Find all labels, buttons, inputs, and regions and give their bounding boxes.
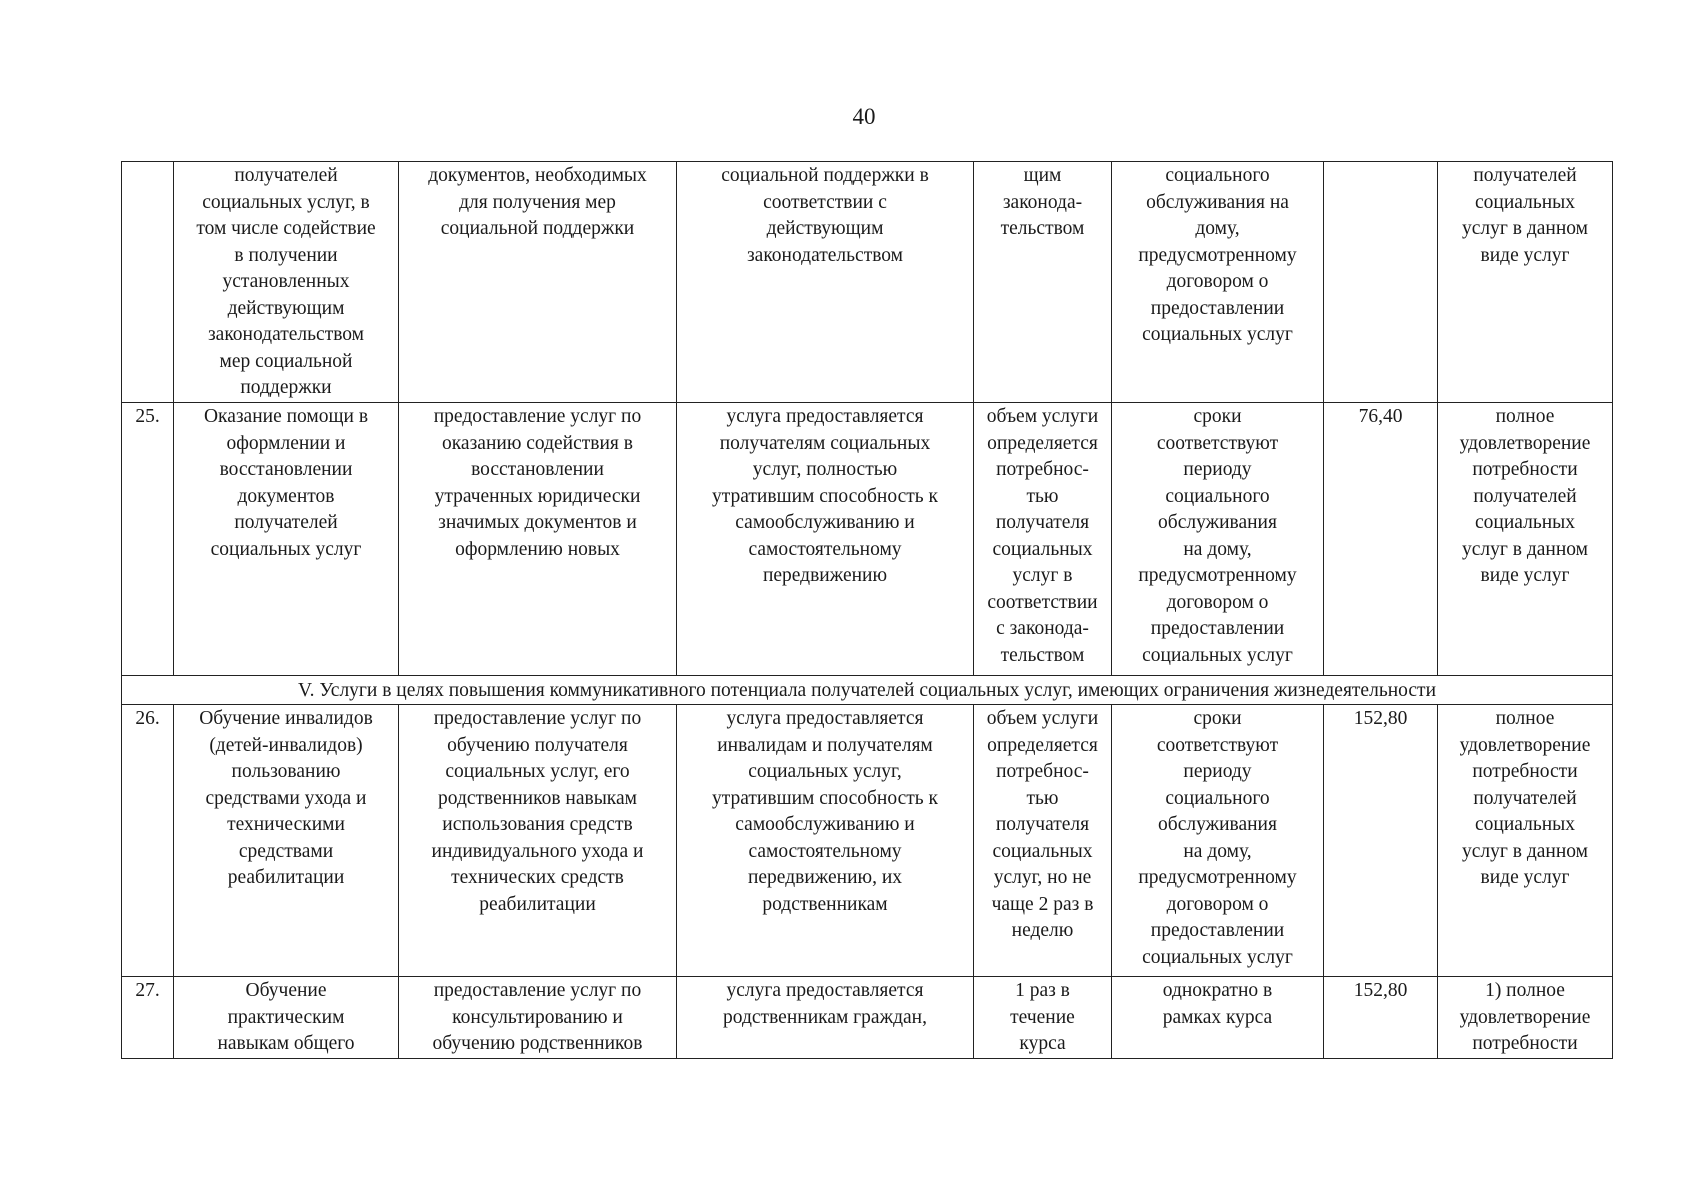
cell-line: объем услуги (986, 406, 1099, 427)
cell-line: периоду (1183, 459, 1252, 480)
cell-line: технических средств (451, 867, 624, 888)
cell-line: социальных услуг, его (445, 761, 630, 782)
cell-line: удовлетворение (1459, 734, 1591, 756)
service-price: 152,80 (1324, 705, 1438, 977)
row-number: 25. (122, 403, 174, 676)
service-conditions (677, 403, 974, 676)
cell-line: социальных услуг (1142, 324, 1293, 345)
cell-line: социальных услуг (1142, 644, 1293, 666)
cell-line: виде услуг (1480, 565, 1570, 586)
cell-line: получателей (1473, 485, 1577, 507)
cell-line: родственникам граждан, (723, 1006, 927, 1028)
service-description (399, 162, 677, 403)
service-quality (1438, 705, 1613, 977)
cell-line: рамках курса (1162, 1006, 1273, 1028)
cell-line: сроки (1193, 708, 1242, 729)
table-row (122, 977, 1613, 1059)
services-table (121, 161, 1613, 1059)
cell-line: социальных услуг, в (202, 191, 370, 213)
cell-line: потребнос- (996, 761, 1089, 782)
cell-line: щим (1023, 165, 1062, 186)
service-description (399, 705, 677, 977)
service-price (1324, 162, 1438, 403)
cell-line: значимых документов и (438, 512, 637, 533)
cell-line: утратившим способность к (712, 787, 938, 809)
cell-line: услуг в данном (1461, 840, 1588, 862)
cell-line: предоставлении (1150, 297, 1285, 319)
cell-line: в получении (234, 244, 338, 266)
cell-line: потребности (1472, 761, 1578, 782)
table-row (122, 162, 1613, 403)
cell-line: на дому, (1183, 840, 1252, 862)
cell-line: передвижению (762, 565, 888, 586)
cell-line: практическим (227, 1006, 345, 1028)
section-row (122, 676, 1613, 705)
cell-line: договором о (1166, 893, 1269, 915)
cell-line: социальных (1474, 814, 1575, 835)
cell-line: консультированию и (452, 1006, 623, 1028)
service-volume (974, 403, 1112, 676)
cell-line: получателя (995, 512, 1090, 533)
row-number: 26. (122, 705, 174, 977)
cell-line: Обучение (245, 980, 327, 1001)
cell-line: курса (1019, 1033, 1066, 1054)
cell-line: социальных (992, 538, 1093, 560)
cell-line: предоставление услуг по (433, 406, 642, 427)
cell-line: виде услуг (1480, 867, 1570, 888)
cell-line: потребности (1472, 459, 1578, 480)
cell-line: получателей (234, 165, 338, 186)
cell-line: том числе содействие (196, 218, 376, 239)
cell-line: социальных услуг, (748, 761, 902, 782)
cell-line: тельством (1000, 218, 1085, 239)
cell-line: предоставление услуг по (433, 708, 642, 729)
service-terms (1112, 705, 1324, 977)
cell-line: поддержки (240, 377, 332, 398)
cell-line: документов (237, 485, 335, 507)
cell-line: обслуживания (1158, 814, 1277, 835)
service-conditions (677, 977, 974, 1059)
cell-line: самообслуживанию и (735, 814, 915, 835)
cell-line: тельством (1000, 644, 1085, 666)
service-conditions (677, 162, 974, 403)
cell-line: договором о (1166, 271, 1269, 292)
service-terms (1112, 403, 1324, 676)
cell-line: утраченных юридически (434, 485, 641, 507)
cell-line: социальных (1474, 191, 1575, 213)
cell-line: оказанию содействия в (442, 432, 633, 454)
service-conditions (677, 705, 974, 977)
service-volume (974, 977, 1112, 1059)
cell-line: действующим (766, 218, 884, 239)
cell-line: оформлению новых (455, 538, 620, 560)
service-quality (1438, 977, 1613, 1059)
cell-line: обучению получателя (447, 734, 628, 756)
cell-line: самостоятельному (748, 538, 902, 560)
cell-line: действующим (227, 297, 345, 319)
cell-line: услуг, но не (993, 867, 1092, 888)
cell-line: законодательством (746, 244, 904, 266)
cell-line: законодательством (207, 324, 365, 345)
cell-line: законода- (1002, 191, 1083, 213)
cell-line: социального (1165, 485, 1270, 507)
cell-line: течение (1010, 1006, 1075, 1028)
cell-line: восстановлении (219, 459, 353, 480)
cell-line: предусмотренному (1138, 244, 1297, 266)
cell-line: полное (1495, 708, 1555, 729)
cell-line: социальных услуг (1142, 946, 1293, 968)
cell-line: мер социальной (219, 350, 353, 372)
cell-line: сроки (1193, 406, 1242, 427)
cell-line: утратившим способность к (712, 485, 938, 507)
cell-line: социального (1165, 787, 1270, 809)
service-terms (1112, 977, 1324, 1059)
row-number: 27. (122, 977, 174, 1059)
cell-line: реабилитации (479, 893, 596, 915)
cell-line: Оказание помощи в (203, 406, 369, 427)
cell-line: родственников навыкам (438, 787, 637, 809)
cell-line: периоду (1183, 761, 1252, 782)
cell-line: социальных (992, 840, 1093, 862)
cell-line: тью (1026, 787, 1059, 809)
cell-line: предусмотренному (1138, 565, 1297, 586)
cell-line: услуг в данном (1461, 218, 1588, 239)
cell-line: дому, (1195, 218, 1240, 239)
service-description (399, 403, 677, 676)
cell-line: определяется (987, 734, 1098, 756)
cell-line: получателя (995, 814, 1090, 835)
cell-line: родственникам (762, 893, 888, 915)
cell-line: техническими (227, 814, 345, 835)
service-name (174, 162, 399, 403)
cell-line: удовлетворение (1459, 432, 1591, 454)
cell-line: предоставление услуг по (433, 980, 642, 1001)
cell-line: предоставлении (1150, 618, 1285, 639)
row-number (122, 162, 174, 403)
cell-line: социальной поддержки в (721, 165, 929, 186)
service-quality (1438, 162, 1613, 403)
cell-line: обучению родственников (432, 1033, 643, 1054)
cell-line: договором о (1166, 591, 1269, 613)
cell-line: инвалидам и получателям (717, 734, 933, 756)
table-row (122, 705, 1613, 977)
cell-line: социального (1165, 165, 1270, 186)
cell-line: оформлении и (226, 432, 346, 454)
service-quality (1438, 403, 1613, 676)
cell-line: обслуживания (1158, 512, 1277, 533)
cell-line: неделю (1011, 920, 1074, 941)
cell-line: 1) полное (1485, 980, 1565, 1001)
cell-line: использования средств (442, 814, 633, 835)
cell-line: услуг в данном (1461, 538, 1588, 560)
cell-line: получателей (1473, 165, 1577, 186)
cell-line: предусмотренному (1138, 867, 1297, 888)
service-price: 76,40 (1324, 403, 1438, 676)
cell-line: тью (1026, 485, 1059, 507)
cell-line: (детей-инвалидов) (209, 734, 363, 756)
service-name (174, 403, 399, 676)
cell-line: пользованию (231, 761, 341, 782)
cell-line: получателей (234, 512, 338, 533)
cell-line: индивидуального ухода и (431, 840, 644, 862)
cell-line: самообслуживанию и (735, 512, 915, 533)
cell-line: соответствуют (1156, 734, 1279, 756)
cell-line: чаще 2 раз в (991, 893, 1094, 915)
cell-line: услуга предоставляется (726, 980, 924, 1001)
cell-line: соответствии с (763, 191, 887, 213)
cell-line: Обучение инвалидов (199, 708, 373, 729)
service-volume (974, 162, 1112, 403)
cell-line: самостоятельному (748, 840, 902, 862)
cell-line: средствами ухода и (205, 787, 367, 809)
service-price: 152,80 (1324, 977, 1438, 1059)
service-name (174, 977, 399, 1059)
service-description (399, 977, 677, 1059)
cell-line: объем услуги (986, 708, 1099, 729)
section-heading: V. Услуги в целях повышения коммуникативного потенциала получателей социальных услуг, имеющих ограничения жизнедеятельности (122, 676, 1613, 705)
cell-line: средствами (238, 840, 334, 862)
cell-line: однократно в (1162, 980, 1273, 1001)
cell-line: определяется (987, 432, 1098, 454)
cell-line: получателям социальных (719, 432, 931, 454)
cell-line: услуг, полностью (752, 459, 898, 480)
cell-line: социальной поддержки (440, 218, 635, 239)
cell-line: виде услуг (1480, 244, 1570, 266)
cell-line: восстановлении (471, 459, 604, 480)
cell-line: соответствии (987, 591, 1098, 613)
service-terms (1112, 162, 1324, 403)
cell-line: социальных (1474, 512, 1575, 533)
table-row (122, 403, 1613, 676)
cell-line: с законода- (996, 618, 1089, 639)
cell-line: социальных услуг (210, 538, 362, 560)
cell-line: услуга предоставляется (726, 406, 924, 427)
service-name (174, 705, 399, 977)
cell-line: документов, необходимых (428, 165, 647, 186)
cell-line: 1 раз в (1015, 980, 1070, 1001)
cell-line: навыкам общего (217, 1033, 355, 1054)
cell-line: для получения мер (459, 191, 616, 213)
cell-line: установленных (222, 271, 350, 292)
service-volume (974, 705, 1112, 977)
cell-line: потребнос- (996, 459, 1089, 480)
cell-line: услуга предоставляется (726, 708, 924, 729)
page-number: 40 (852, 104, 876, 129)
cell-line: на дому, (1183, 538, 1252, 560)
cell-line: передвижению, их (747, 867, 903, 888)
cell-line: услуг в (1012, 565, 1073, 586)
cell-line: потребности (1472, 1033, 1578, 1054)
cell-line: обслуживания на (1146, 191, 1289, 213)
cell-line: полное (1495, 406, 1555, 427)
cell-line: получателей (1473, 787, 1577, 809)
cell-line: соответствуют (1156, 432, 1279, 454)
cell-line: предоставлении (1150, 920, 1285, 941)
cell-line: реабилитации (227, 867, 345, 888)
cell-line: удовлетворение (1459, 1006, 1591, 1028)
